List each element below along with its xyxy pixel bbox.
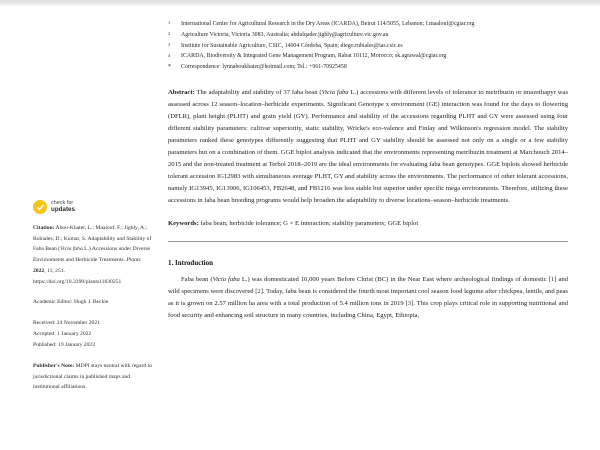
affiliation-item-correspondence: [168, 63, 568, 73]
abstract-label: Abstract:: [168, 88, 195, 96]
affiliations-list: [168, 20, 568, 73]
citation-doi-link[interactable]: https://doi.org/10.3390/plants11030251: [33, 278, 122, 285]
affiliation-marker: 2: [168, 31, 171, 37]
date-published: Published: 19 January 2022: [33, 341, 95, 348]
introduction-paragraph: [168, 274, 568, 323]
affiliation-marker: 1: [168, 20, 171, 26]
academic-editor-label: Academic Editor:: [33, 299, 73, 306]
affiliation-item: [168, 42, 568, 52]
date-received: Received: 24 November 2021: [33, 320, 100, 327]
main-column: [168, 20, 568, 322]
keywords-text: faba bean; herbicide tolerance; G × E interaction; stability parameters; GGE biplot: [198, 219, 419, 227]
intro-part4: ]. Today, faba bean is considered the fourth most important cool season food legume after chickpea, lentils, and peas as it is grown on 2.57 million ha area with a total production of 5.4 million tons in 2019 [: [168, 287, 568, 307]
crossmark-line2: updates: [51, 205, 76, 213]
publisher-note-block: [33, 361, 153, 393]
citation-title-species: Vicia faba: [60, 246, 83, 253]
citation-title-post: L.) Accessions under Diverse Environments and Herbicide Treatments.: [33, 246, 151, 264]
reference-marker-2[interactable]: 2: [257, 287, 261, 295]
intro-part3: ] and wild specimens were discovered [: [168, 275, 568, 295]
page-top-edge: [0, 0, 600, 7]
affiliation-text: International Center for Agricultural Research in the Dry Areas (ICARDA), Beirut 114/5055, Lebanon; f.maalouf@cgiar.org: [181, 21, 475, 27]
date-accepted: Accepted: 1 January 2022: [33, 331, 92, 338]
abstract-species-name: Vicia faba: [321, 88, 349, 96]
affiliation-item: [168, 31, 568, 41]
affiliation-item: [168, 52, 568, 62]
academic-editor-block: [33, 297, 153, 308]
affiliation-text: Institute for Sustainable Agriculture, CSIC, 14004 Córdoba, Spain; diego.rubiales@ias.csic.es: [181, 42, 403, 49]
publication-dates-block: [33, 318, 153, 351]
keywords-line: [168, 218, 568, 230]
intro-part5: ]. This crop plays critical role in supporting nutritional and food security and enhancing soil structure in many countries, including China, Egypt, Ethiopia,: [168, 299, 568, 319]
intro-species-name: Vicia faba: [212, 275, 240, 283]
citation-journal: Plants: [126, 257, 141, 264]
citation-year: 2022: [33, 267, 45, 274]
introduction-heading: 1. Introduction: [168, 258, 213, 267]
section-divider: [168, 241, 568, 242]
citation-label: Citation:: [33, 225, 55, 231]
affiliation-marker: 4: [168, 52, 171, 58]
citation-block: [33, 223, 153, 287]
reference-marker-3[interactable]: 3: [407, 299, 412, 307]
citation-title-pre: Adaptability and Stability of Faba Bean (: [33, 235, 152, 253]
intro-part1: Faba bean (: [181, 275, 213, 283]
affiliation-text: ICARDA, Biodiversity & Integrated Gene Management Program, Rabat 10112, Morocco; sk.agrawal@cgiar.org: [181, 53, 447, 60]
abstract-part2: L.) accessions with different levels of tolerance to metribuzin or imazethapyr was assessed across 12 season–location–herbicide experiments. Significant Genotype x environment (GE) interaction was found for the days to flowering (DFLR), plant height (PLHT) and grain yield (GY). Performance and stability of the accessions regarding PLHT and GY were assessed using four different stability parameters: cultivar superiority, static stability, Wricke's eco-valence and Finlay and Wilkinson's regression model. The stability parameters ranked these genotypes differently suggesting that PLHT and GY stability should be assessed not only on a single or a few stability parameters but on a combination of them. GGE biplot analysis indicated that the environments representing metribuzin treatment at Marchouch 2014–2015 and the non-treated treatment at Terbol 2018–2019 are the ideal environments for evaluating faba bean genotypes. GGE biplots showed herbicide tolerant accession IG12983 with simultaneous average PLHT, GY and stability across the environments. The performance of other tolerant accessions, namely IG13945, IG13906, IG106453, FB2648, and FB1216 was less stable but superior under specific mega environments. Therefore, utilizing these accessions in faba bean breeding programs would help broaden the adaptability to diverse locations–season–herbicide treatments.: [168, 88, 569, 204]
citation-issue: , 11, 251.: [44, 267, 65, 274]
abstract-part1: The adaptability and stability of 37 faba bean (: [194, 88, 322, 96]
affiliation-text: Agriculture Victoria, Victoria 3083, Australia; abdulqader.jighly@agriculture.vic.gov.au: [181, 31, 389, 38]
publisher-note-text: MDPI stays neutral with regard to jurisdictional claims in published maps and institutional affiliations.: [33, 362, 152, 391]
affiliation-text: Correspondence: lynnaboukhater@hotmail.com; Tel.: +961-70925458: [181, 64, 347, 70]
check-circle-icon: [33, 200, 47, 214]
affiliation-marker: *: [168, 64, 171, 70]
academic-editor-name: Hugh J. Beckie: [74, 299, 109, 306]
abstract-paragraph: [168, 87, 568, 207]
reference-marker-1[interactable]: 1: [550, 275, 555, 283]
crossmark-label: [51, 201, 75, 213]
affiliation-marker: 3: [168, 41, 171, 47]
sidebar: [33, 200, 153, 403]
affiliation-item: [168, 20, 568, 30]
publisher-note-label: Publisher's Note:: [33, 362, 75, 369]
crossmark-line1: check for: [51, 199, 74, 206]
citation-authors: Abou-Khater, L.; Maalouf, F.; Jighly, A.; Rubiales, D.; Kumar, S.: [33, 225, 147, 242]
intro-part2: L.) was domesticated 10,000 years Before Christ (BC) in the Near East where archeological findings of domestic [: [239, 275, 551, 283]
keywords-label: Keywords:: [168, 219, 199, 227]
crossmark-check-for-updates[interactable]: [33, 200, 153, 214]
